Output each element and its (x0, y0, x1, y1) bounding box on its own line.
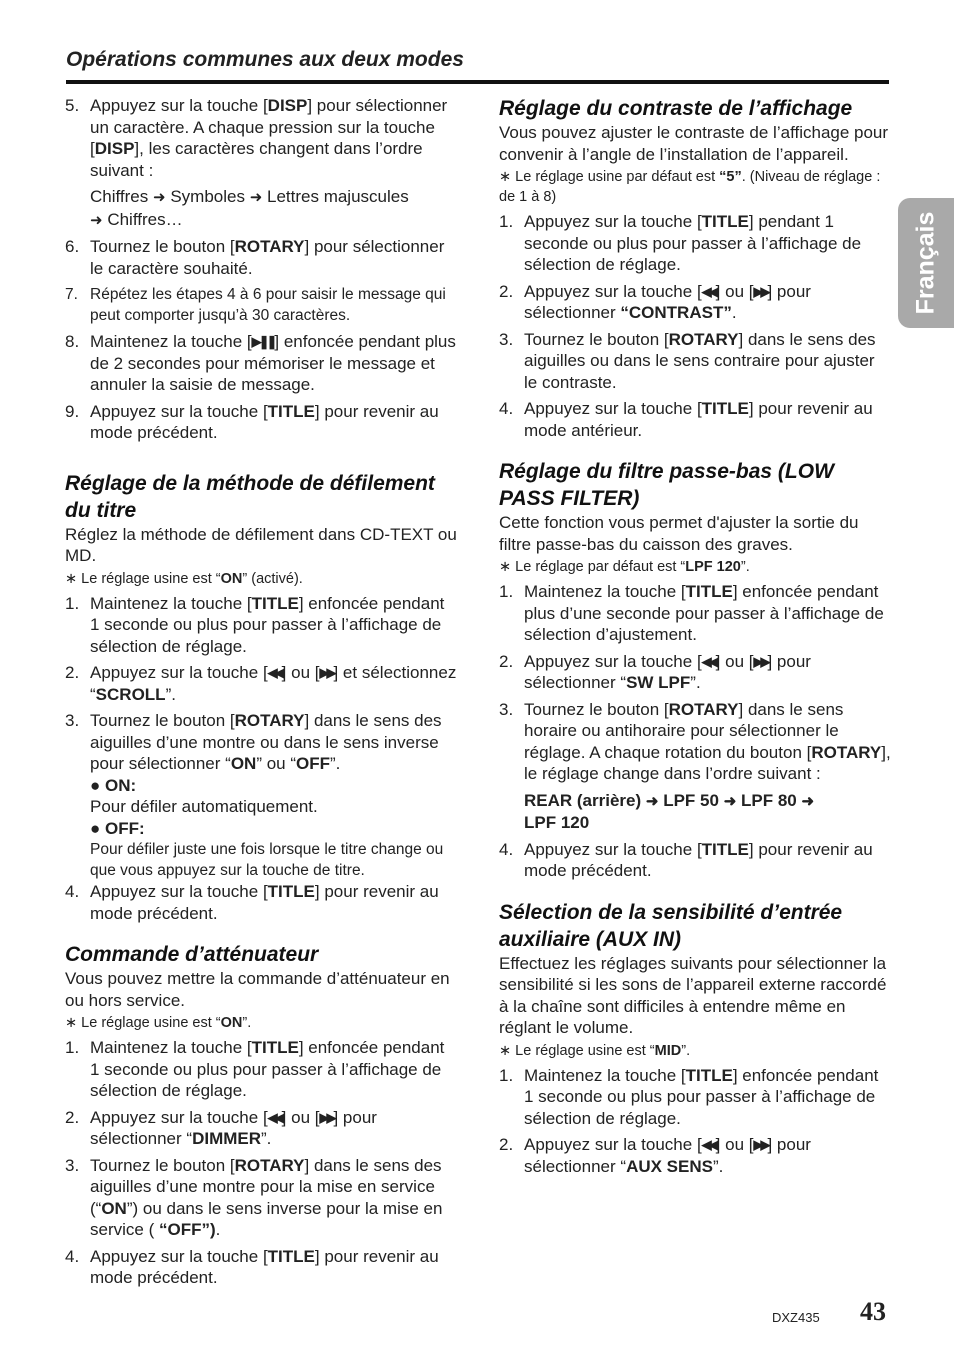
next-icon: ▶▶ (753, 653, 768, 669)
list-item: 1. Maintenez la touche [TITLE] enfoncée pendant 1 seconde ou plus pour passer à l’affichage de sélection de réglage. (499, 1065, 879, 1128)
list-item: 6. Tournez le bouton [ROTARY] pour sélectionner le caractère souhaité. (65, 237, 445, 278)
page-header (66, 46, 889, 84)
page-number: 43 (860, 1297, 886, 1326)
section-title: Réglage du contraste de l’affichage (499, 97, 853, 120)
default-note: ∗ Le réglage usine est “ON”. (65, 1015, 252, 1031)
header-title: Opérations communes aux deux modes (66, 48, 464, 71)
list-item: 3. Tournez le bouton [ROTARY] dans le sens des aiguilles ou dans le sens contraire pour ajuster le contraste. (499, 329, 876, 392)
language-tab (898, 198, 954, 328)
model-number: DXZ435 (772, 1310, 820, 1325)
list-item: 2. Appuyez sur la touche [◀◀] ou [▶▶] pour sélectionner “DIMMER”. (65, 1107, 377, 1148)
next-icon: ▶▶ (319, 1109, 334, 1125)
list-item: 7. Répétez les étapes 4 à 6 pour saisir le message qui peut comporter jusqu’à 30 caractères. (65, 286, 446, 324)
lpf-sequence: REAR (arrière) ➜ LPF 50 ➜ LPF 80 ➜ LPF 120 (524, 790, 815, 832)
arrow-right-icon: ➜ (645, 792, 659, 810)
list-item: 1. Appuyez sur la touche [TITLE] pendant 1 seconde ou plus pour passer à l’affichage de sélection de réglage. (499, 212, 862, 274)
default-note: ∗ Le réglage par défaut est “LPF 120”. (499, 559, 750, 575)
section-intro: Vous pouvez mettre la commande d’atténuateur en ou hors service. (65, 969, 450, 1010)
section-intro: Vous pouvez ajuster le contraste de l’affichage pour convenir à l’angle de l’installation de l’appareil. (499, 123, 889, 164)
list-item: 5. Appuyez sur la touche [DISP] pour sélectionner un caractère. A chaque pression sur la touche [DISP], les caractères changent dans l’ordre suivant : (65, 96, 448, 180)
right-column (499, 95, 891, 1182)
previous-icon: ◀◀ (701, 1137, 716, 1152)
list-item: 3. Tournez le bouton [ROTARY] dans le sens horaire ou antihoraire pour sélectionner le réglage. A chaque rotation du bouton [ROTARY], le réglage change dans l’ordre suivant : (499, 699, 891, 783)
next-icon: ▶▶ (319, 665, 334, 680)
arrow-right-icon: ➜ (801, 792, 815, 810)
previous-icon: ◀◀ (701, 653, 716, 669)
next-icon: ▶▶ (753, 1137, 768, 1152)
previous-icon: ◀◀ (267, 665, 282, 680)
default-note: ∗ Le réglage usine par défaut est “5”. (Niveau de réglage : de 1 à 8) (499, 169, 881, 205)
list-item: 4. Appuyez sur la touche [TITLE] pour revenir au mode précédent. (499, 839, 873, 880)
option-on: ● ON: Pour défiler automatiquement. ● OFF: Pour défiler juste une fois lorsque le titre change ou que vous appuyez sur la touche de titre. (90, 775, 444, 879)
left-column (65, 95, 457, 1294)
section-intro: Effectuez les réglages suivants pour sélectionner la sensibilité si les sons de l’appareil externe raccordé à la chaîne sont difficiles à entendre même en réglant le volume. (499, 953, 887, 1037)
list-item: 2. Appuyez sur la touche [◀◀] ou [▶▶] pour sélectionner “AUX SENS”. (499, 1135, 811, 1176)
arrow-right-icon: ➜ (723, 792, 737, 810)
list-item: 9. Appuyez sur la touche [TITLE] pour revenir au mode précédent. (65, 401, 439, 442)
list-item: 4. Appuyez sur la touche [TITLE] pour revenir au mode antérieur. (499, 399, 873, 440)
list-item: 3. Tournez le bouton [ROTARY] dans le sens des aiguilles d’une montre ou dans le sens inverse pour sélectionner “ON” ou “OFF”. (65, 711, 442, 773)
section-title: Réglage de la méthode de défilement du titre (65, 471, 435, 522)
list-item: 2. Appuyez sur la touche [◀◀] ou [▶▶] pour sélectionner “SW LPF”. (499, 651, 811, 692)
previous-icon: ◀◀ (701, 283, 716, 299)
language-tab-label: Français (911, 211, 940, 315)
character-sequence: Chiffres ➜ Symboles ➜ Lettres majuscules ➜ Chiffres… (90, 187, 409, 229)
arrow-right-icon: ➜ (90, 211, 103, 229)
list-item: 1. Maintenez la touche [TITLE] enfoncée pendant 1 seconde ou plus pour passer à l’affichage de sélection de réglage. (65, 1038, 445, 1100)
list-item: 8. Maintenez la touche [▶❚❚] enfoncée pendant plus de 2 secondes pour mémoriser le message et annuler la saisie de message. (65, 332, 456, 394)
list-item: 2. Appuyez sur la touche [◀◀] ou [▶▶] et sélectionnez “SCROLL”. (65, 663, 457, 704)
list-item: 3. Tournez le bouton [ROTARY] dans le sens des aiguilles d’une montre pour la mise en service (“ON”) ou dans le sens inverse pour la mise en service ( “OFF”). (65, 1155, 443, 1239)
section-intro: Cette fonction vous permet d'ajuster la sortie du filtre passe-bas du caisson des graves. (499, 513, 859, 554)
list-item: 1. Maintenez la touche [TITLE] enfoncée pendant 1 seconde ou plus pour passer à l’affichage de sélection de réglage. (65, 593, 445, 656)
list-item: 2. Appuyez sur la touche [◀◀] ou [▶▶] pour sélectionner “CONTRAST”. (499, 281, 811, 322)
arrow-right-icon: ➜ (249, 189, 263, 206)
previous-icon: ◀◀ (267, 1109, 282, 1125)
section-intro: Réglez la méthode de défilement dans CD-TEXT ou MD. (65, 524, 457, 565)
section-title: Réglage du filtre passe-bas (LOW PASS FILTER) (499, 460, 834, 510)
section-title: Sélection de la sensibilité d’entrée auxiliaire (AUX IN) (499, 900, 843, 951)
next-icon: ▶▶ (753, 283, 768, 299)
list-item: 4. Appuyez sur la touche [TITLE] pour revenir au mode précédent. (65, 1246, 439, 1287)
default-note: ∗ Le réglage usine est “ON” (activé). (65, 570, 303, 587)
section-title: Commande d’atténuateur (65, 943, 319, 966)
play-pause-icon: ▶❚❚ (251, 334, 275, 349)
arrow-right-icon: ➜ (153, 189, 166, 206)
default-note: ∗ Le réglage usine est “MID”. (499, 1042, 691, 1059)
list-item: 4. Appuyez sur la touche [TITLE] pour revenir au mode précédent. (65, 882, 439, 923)
list-item: 1. Maintenez la touche [TITLE] enfoncée pendant plus d’une seconde pour passer à l’affichage de sélection d’ajustement. (499, 582, 884, 644)
